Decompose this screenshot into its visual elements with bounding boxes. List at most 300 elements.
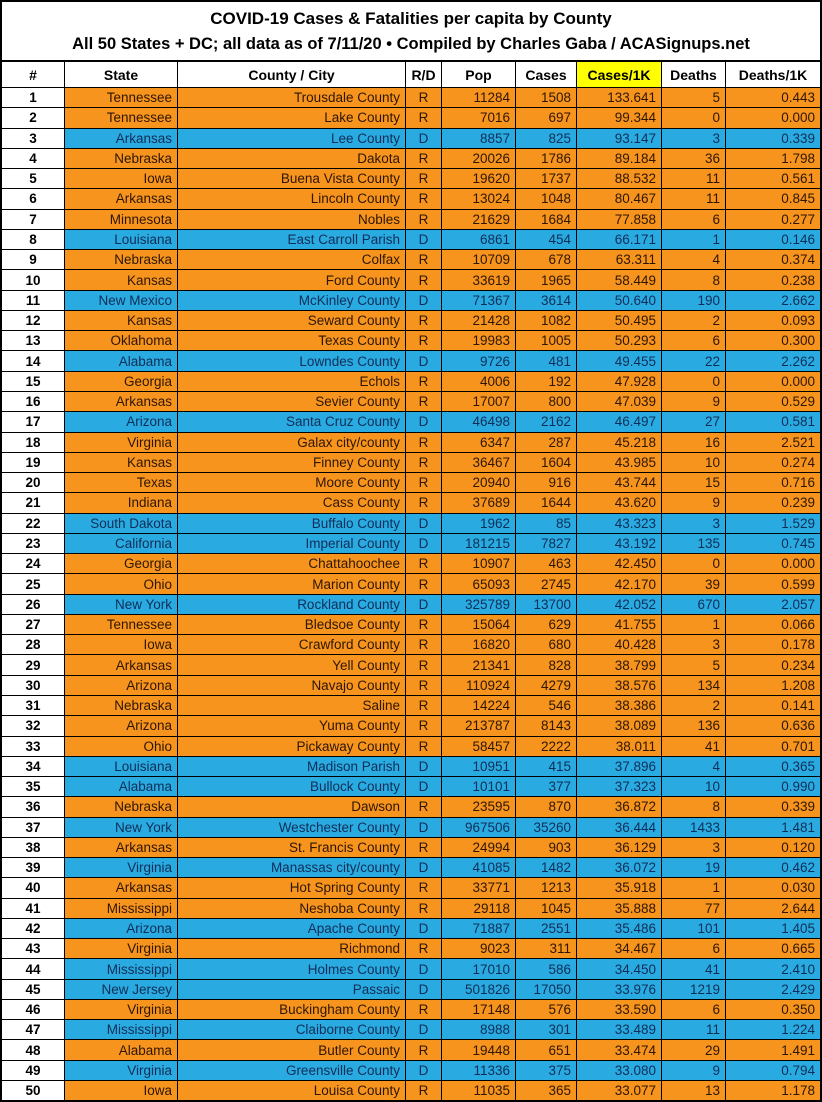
- column-header-cases: Cases: [516, 62, 576, 87]
- cell-rank: 44: [2, 959, 64, 978]
- cell-cases-per-1k: 66.171: [577, 230, 661, 249]
- cell-county: St. Francis County: [178, 838, 405, 857]
- cell-party: D: [406, 230, 441, 249]
- cell-rank: 17: [2, 412, 64, 431]
- cell-deaths-per-1k: 0.365: [726, 757, 820, 776]
- cell-deaths: 22: [662, 351, 725, 370]
- cell-cases-per-1k: 93.147: [577, 129, 661, 148]
- cell-pop: 8988: [442, 1020, 515, 1039]
- cell-party: R: [406, 210, 441, 229]
- cell-party: R: [406, 189, 441, 208]
- cell-pop: 967506: [442, 818, 515, 837]
- column-header-cases-per-1k-highlighted: Cases/1K: [577, 62, 661, 87]
- cell-rank: 33: [2, 737, 64, 756]
- cell-party: R: [406, 473, 441, 492]
- table-row: [2, 877, 820, 897]
- table-row: [2, 1060, 820, 1080]
- column-header-deaths: Deaths: [662, 62, 725, 87]
- cell-county: Finney County: [178, 453, 405, 472]
- cell-deaths-per-1k: 0.066: [726, 615, 820, 634]
- cell-cases-per-1k: 33.077: [577, 1081, 661, 1100]
- cell-rank: 3: [2, 129, 64, 148]
- cell-deaths-per-1k: 1.224: [726, 1020, 820, 1039]
- cell-party: R: [406, 696, 441, 715]
- cell-pop: 7016: [442, 108, 515, 127]
- cell-deaths-per-1k: 2.429: [726, 980, 820, 999]
- cell-cases-per-1k: 38.386: [577, 696, 661, 715]
- table-row: [2, 796, 820, 816]
- cell-cases-per-1k: 35.918: [577, 878, 661, 897]
- table-row: [2, 513, 820, 533]
- cell-county: Lee County: [178, 129, 405, 148]
- cell-deaths-per-1k: 0.581: [726, 412, 820, 431]
- cell-rank: 26: [2, 595, 64, 614]
- cell-party: D: [406, 534, 441, 553]
- cell-cases-per-1k: 34.467: [577, 939, 661, 958]
- cell-state: South Dakota: [65, 514, 177, 533]
- cell-party: D: [406, 919, 441, 938]
- cell-deaths-per-1k: 0.350: [726, 1000, 820, 1019]
- table-row: [2, 249, 820, 269]
- cell-cases-per-1k: 133.641: [577, 88, 661, 107]
- cell-county: Buena Vista County: [178, 169, 405, 188]
- cell-state: Virginia: [65, 433, 177, 452]
- cell-pop: 71887: [442, 919, 515, 938]
- cell-deaths: 19: [662, 858, 725, 877]
- cell-party: D: [406, 129, 441, 148]
- cell-county: Bullock County: [178, 777, 405, 796]
- cell-pop: 15064: [442, 615, 515, 634]
- table-row: [2, 371, 820, 391]
- cell-state: Alabama: [65, 1040, 177, 1059]
- cell-cases-per-1k: 38.089: [577, 716, 661, 735]
- cell-county: Cass County: [178, 493, 405, 512]
- cell-county: Apache County: [178, 919, 405, 938]
- cell-pop: 33771: [442, 878, 515, 897]
- cell-pop: 11284: [442, 88, 515, 107]
- table-row: [2, 736, 820, 756]
- cell-party: D: [406, 1061, 441, 1080]
- column-header-county: County / City: [178, 62, 405, 87]
- cell-deaths: 3: [662, 129, 725, 148]
- cell-cases-per-1k: 77.858: [577, 210, 661, 229]
- cell-deaths: 10: [662, 777, 725, 796]
- cell-county: Pickaway County: [178, 737, 405, 756]
- cell-county: Nobles: [178, 210, 405, 229]
- cell-party: R: [406, 635, 441, 654]
- cell-deaths: 3: [662, 838, 725, 857]
- cell-deaths-per-1k: 0.239: [726, 493, 820, 512]
- cell-party: R: [406, 716, 441, 735]
- cell-cases: 7827: [516, 534, 576, 553]
- cell-deaths-per-1k: 1.405: [726, 919, 820, 938]
- cell-state: Nebraska: [65, 250, 177, 269]
- table-row: [2, 452, 820, 472]
- cell-deaths: 136: [662, 716, 725, 735]
- cell-party: R: [406, 899, 441, 918]
- cell-cases: 546: [516, 696, 576, 715]
- cell-state: Arizona: [65, 919, 177, 938]
- cell-state: New Jersey: [65, 980, 177, 999]
- cell-pop: 11336: [442, 1061, 515, 1080]
- cell-state: Arizona: [65, 716, 177, 735]
- cell-deaths-per-1k: 0.636: [726, 716, 820, 735]
- cell-state: Virginia: [65, 939, 177, 958]
- cell-deaths: 41: [662, 737, 725, 756]
- cell-cases-per-1k: 36.129: [577, 838, 661, 857]
- cell-cases: 35260: [516, 818, 576, 837]
- cell-cases-per-1k: 47.928: [577, 372, 661, 391]
- table-row: [2, 209, 820, 229]
- cell-cases-per-1k: 42.052: [577, 595, 661, 614]
- table-row: [2, 938, 820, 958]
- cell-cases: 629: [516, 615, 576, 634]
- cell-party: R: [406, 108, 441, 127]
- cell-rank: 9: [2, 250, 64, 269]
- cell-deaths: 6: [662, 939, 725, 958]
- cell-party: R: [406, 1000, 441, 1019]
- cell-party: D: [406, 514, 441, 533]
- table-row: [2, 330, 820, 350]
- cell-cases-per-1k: 50.495: [577, 311, 661, 330]
- cell-deaths-per-1k: 0.443: [726, 88, 820, 107]
- cell-county: Echols: [178, 372, 405, 391]
- cell-pop: 8857: [442, 129, 515, 148]
- cell-state: Alabama: [65, 777, 177, 796]
- cell-cases: 13700: [516, 595, 576, 614]
- cell-party: R: [406, 169, 441, 188]
- cell-pop: 13024: [442, 189, 515, 208]
- cell-rank: 29: [2, 655, 64, 674]
- cell-cases: 377: [516, 777, 576, 796]
- cell-deaths-per-1k: 0.665: [726, 939, 820, 958]
- cell-pop: 1962: [442, 514, 515, 533]
- cell-pop: 24994: [442, 838, 515, 857]
- cell-cases: 870: [516, 797, 576, 816]
- cell-cases-per-1k: 50.293: [577, 331, 661, 350]
- cell-party: D: [406, 818, 441, 837]
- cell-party: R: [406, 1081, 441, 1100]
- cell-deaths: 6: [662, 210, 725, 229]
- cell-county: Westchester County: [178, 818, 405, 837]
- cell-deaths: 13: [662, 1081, 725, 1100]
- cell-deaths: 5: [662, 88, 725, 107]
- table-row: [2, 168, 820, 188]
- table-body: [2, 88, 820, 1100]
- table-row: [2, 837, 820, 857]
- cell-cases-per-1k: 46.497: [577, 412, 661, 431]
- cell-pop: 19620: [442, 169, 515, 188]
- cell-state: Arkansas: [65, 129, 177, 148]
- cell-pop: 4006: [442, 372, 515, 391]
- cell-cases-per-1k: 43.192: [577, 534, 661, 553]
- cell-cases-per-1k: 36.444: [577, 818, 661, 837]
- cell-cases-per-1k: 33.474: [577, 1040, 661, 1059]
- cell-pop: 41085: [442, 858, 515, 877]
- cell-state: Georgia: [65, 554, 177, 573]
- cell-county: Lowndes County: [178, 351, 405, 370]
- cell-deaths-per-1k: 0.462: [726, 858, 820, 877]
- cell-cases-per-1k: 33.976: [577, 980, 661, 999]
- cell-county: Richmond: [178, 939, 405, 958]
- cell-county: Butler County: [178, 1040, 405, 1059]
- cell-deaths-per-1k: 1.798: [726, 149, 820, 168]
- cell-rank: 10: [2, 270, 64, 289]
- cell-cases: 825: [516, 129, 576, 148]
- cell-cases: 85: [516, 514, 576, 533]
- cell-county: Ford County: [178, 270, 405, 289]
- cell-party: R: [406, 392, 441, 411]
- cell-cases: 586: [516, 959, 576, 978]
- table-row: [2, 776, 820, 796]
- cell-deaths: 9: [662, 392, 725, 411]
- cell-pop: 10101: [442, 777, 515, 796]
- cell-deaths-per-1k: 0.339: [726, 129, 820, 148]
- table-row: [2, 857, 820, 877]
- cell-county: East Carroll Parish: [178, 230, 405, 249]
- cell-cases-per-1k: 35.486: [577, 919, 661, 938]
- cell-deaths-per-1k: 0.990: [726, 777, 820, 796]
- cell-county: Yuma County: [178, 716, 405, 735]
- table-row: [2, 229, 820, 249]
- cell-county: Hot Spring County: [178, 878, 405, 897]
- cell-county: Texas County: [178, 331, 405, 350]
- cell-pop: 19983: [442, 331, 515, 350]
- cell-rank: 23: [2, 534, 64, 553]
- cell-rank: 45: [2, 980, 64, 999]
- cell-party: D: [406, 351, 441, 370]
- cell-rank: 43: [2, 939, 64, 958]
- cell-county: Lincoln County: [178, 189, 405, 208]
- cell-county: Rockland County: [178, 595, 405, 614]
- cell-state: Ohio: [65, 737, 177, 756]
- table-row: [2, 1039, 820, 1059]
- cell-deaths-per-1k: 0.701: [726, 737, 820, 756]
- cell-cases-per-1k: 38.576: [577, 676, 661, 695]
- cell-rank: 30: [2, 676, 64, 695]
- cell-cases-per-1k: 43.985: [577, 453, 661, 472]
- cell-deaths: 0: [662, 554, 725, 573]
- cell-deaths: 8: [662, 797, 725, 816]
- cell-cases: 916: [516, 473, 576, 492]
- table-row: [2, 88, 820, 107]
- cell-deaths-per-1k: 1.208: [726, 676, 820, 695]
- cell-cases: 2162: [516, 412, 576, 431]
- cell-party: R: [406, 737, 441, 756]
- cell-rank: 48: [2, 1040, 64, 1059]
- cell-cases-per-1k: 36.072: [577, 858, 661, 877]
- cell-party: D: [406, 595, 441, 614]
- cell-rank: 15: [2, 372, 64, 391]
- cell-cases: 415: [516, 757, 576, 776]
- cell-pop: 23595: [442, 797, 515, 816]
- cell-cases-per-1k: 40.428: [577, 635, 661, 654]
- cell-deaths: 2: [662, 311, 725, 330]
- page-subtitle: All 50 States + DC; all data as of 7/11/20 • Compiled by Charles Gaba / ACASignups.net: [72, 34, 750, 53]
- cell-rank: 34: [2, 757, 64, 776]
- cell-deaths-per-1k: 0.745: [726, 534, 820, 553]
- cell-rank: 7: [2, 210, 64, 229]
- cell-cases-per-1k: 33.489: [577, 1020, 661, 1039]
- cell-rank: 28: [2, 635, 64, 654]
- cell-deaths-per-1k: 0.093: [726, 311, 820, 330]
- cell-county: Sevier County: [178, 392, 405, 411]
- cell-cases: 17050: [516, 980, 576, 999]
- cell-deaths-per-1k: 0.120: [726, 838, 820, 857]
- cell-cases: 2551: [516, 919, 576, 938]
- cell-deaths: 1433: [662, 818, 725, 837]
- cell-deaths-per-1k: 1.481: [726, 818, 820, 837]
- cell-state: California: [65, 534, 177, 553]
- cell-cases-per-1k: 38.799: [577, 655, 661, 674]
- table-row: [2, 898, 820, 918]
- cell-cases: 2745: [516, 574, 576, 593]
- table-row: [2, 310, 820, 330]
- cell-party: R: [406, 676, 441, 695]
- cell-cases-per-1k: 34.450: [577, 959, 661, 978]
- cell-county: Navajo County: [178, 676, 405, 695]
- cell-party: R: [406, 554, 441, 573]
- cell-rank: 49: [2, 1061, 64, 1080]
- cell-pop: 213787: [442, 716, 515, 735]
- cell-rank: 40: [2, 878, 64, 897]
- cell-party: R: [406, 453, 441, 472]
- cell-rank: 20: [2, 473, 64, 492]
- cell-rank: 6: [2, 189, 64, 208]
- cell-cases-per-1k: 43.323: [577, 514, 661, 533]
- cell-county: Dakota: [178, 149, 405, 168]
- cell-pop: 21428: [442, 311, 515, 330]
- cell-cases-per-1k: 58.449: [577, 270, 661, 289]
- cell-cases: 365: [516, 1081, 576, 1100]
- cell-cases-per-1k: 49.455: [577, 351, 661, 370]
- cell-cases: 1482: [516, 858, 576, 877]
- cell-deaths-per-1k: 0.234: [726, 655, 820, 674]
- cell-rank: 21: [2, 493, 64, 512]
- cell-state: Mississippi: [65, 959, 177, 978]
- cell-county: Buffalo County: [178, 514, 405, 533]
- cell-deaths-per-1k: 0.000: [726, 554, 820, 573]
- cell-state: Virginia: [65, 1061, 177, 1080]
- table-row: [2, 148, 820, 168]
- cell-party: R: [406, 1040, 441, 1059]
- table-row: [2, 573, 820, 593]
- table-row: [2, 1080, 820, 1100]
- cell-pop: 21341: [442, 655, 515, 674]
- cell-deaths: 1: [662, 230, 725, 249]
- cell-deaths-per-1k: 0.277: [726, 210, 820, 229]
- cell-cases: 1045: [516, 899, 576, 918]
- cell-state: Arizona: [65, 412, 177, 431]
- cell-party: D: [406, 291, 441, 310]
- cell-deaths-per-1k: 0.238: [726, 270, 820, 289]
- cell-deaths: 0: [662, 108, 725, 127]
- cell-rank: 37: [2, 818, 64, 837]
- cell-cases: 678: [516, 250, 576, 269]
- cell-cases: 651: [516, 1040, 576, 1059]
- cell-cases-per-1k: 43.620: [577, 493, 661, 512]
- cell-deaths-per-1k: 2.057: [726, 595, 820, 614]
- column-header-rank: #: [2, 62, 64, 87]
- cell-cases: 481: [516, 351, 576, 370]
- cell-pop: 17148: [442, 1000, 515, 1019]
- cell-pop: 19448: [442, 1040, 515, 1059]
- cell-state: Tennessee: [65, 88, 177, 107]
- cell-party: R: [406, 433, 441, 452]
- cell-party: R: [406, 939, 441, 958]
- cell-cases: 463: [516, 554, 576, 573]
- cell-county: Manassas city/county: [178, 858, 405, 877]
- cell-cases: 1213: [516, 878, 576, 897]
- cell-pop: 33619: [442, 270, 515, 289]
- cell-deaths-per-1k: 2.521: [726, 433, 820, 452]
- cell-pop: 9023: [442, 939, 515, 958]
- table-row: [2, 918, 820, 938]
- cell-rank: 35: [2, 777, 64, 796]
- cell-county: Moore County: [178, 473, 405, 492]
- cell-rank: 11: [2, 291, 64, 310]
- table-row: [2, 107, 820, 127]
- cell-rank: 5: [2, 169, 64, 188]
- cell-deaths-per-1k: 0.030: [726, 878, 820, 897]
- cell-rank: 32: [2, 716, 64, 735]
- cell-rank: 27: [2, 615, 64, 634]
- cell-pop: 17010: [442, 959, 515, 978]
- cell-cases-per-1k: 50.640: [577, 291, 661, 310]
- cell-deaths-per-1k: 0.529: [726, 392, 820, 411]
- table-row: [2, 695, 820, 715]
- cell-deaths-per-1k: 0.146: [726, 230, 820, 249]
- cell-party: D: [406, 412, 441, 431]
- cell-state: New Mexico: [65, 291, 177, 310]
- cell-pop: 21629: [442, 210, 515, 229]
- cell-state: Louisiana: [65, 230, 177, 249]
- cell-state: Texas: [65, 473, 177, 492]
- cell-rank: 24: [2, 554, 64, 573]
- cell-deaths: 36: [662, 149, 725, 168]
- table-row: [2, 432, 820, 452]
- cell-pop: 29118: [442, 899, 515, 918]
- cell-pop: 501826: [442, 980, 515, 999]
- cell-deaths: 9: [662, 493, 725, 512]
- cell-deaths-per-1k: 0.000: [726, 108, 820, 127]
- cell-state: Arkansas: [65, 392, 177, 411]
- cell-cases-per-1k: 43.744: [577, 473, 661, 492]
- cell-deaths: 8: [662, 270, 725, 289]
- cell-cases-per-1k: 36.872: [577, 797, 661, 816]
- cell-state: Arkansas: [65, 189, 177, 208]
- cell-deaths: 27: [662, 412, 725, 431]
- cell-deaths-per-1k: 0.141: [726, 696, 820, 715]
- cell-deaths-per-1k: 0.561: [726, 169, 820, 188]
- cell-deaths-per-1k: 1.178: [726, 1081, 820, 1100]
- table-header-row: [2, 62, 820, 88]
- cell-county: Bledsoe County: [178, 615, 405, 634]
- cell-state: Virginia: [65, 1000, 177, 1019]
- cell-state: Arkansas: [65, 655, 177, 674]
- table-row: [2, 817, 820, 837]
- cell-cases-per-1k: 99.344: [577, 108, 661, 127]
- table-row: [2, 634, 820, 654]
- cell-state: Arkansas: [65, 878, 177, 897]
- cell-state: Nebraska: [65, 797, 177, 816]
- cell-rank: 42: [2, 919, 64, 938]
- cell-deaths: 11: [662, 169, 725, 188]
- cell-rank: 18: [2, 433, 64, 452]
- column-header-party: R/D: [406, 62, 441, 87]
- cell-pop: 58457: [442, 737, 515, 756]
- cell-state: New York: [65, 818, 177, 837]
